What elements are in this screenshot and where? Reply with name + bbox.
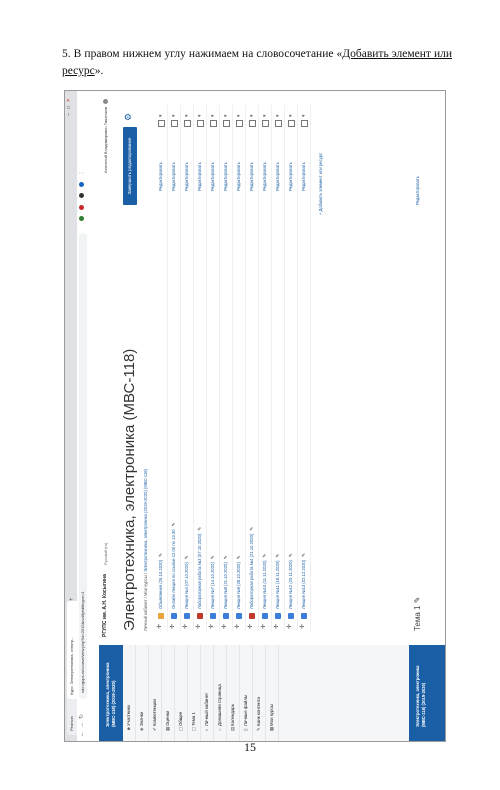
section-title: Тема 1 ✎ [413,596,422,631]
chevron-down-icon[interactable]: ▾ [223,114,229,117]
pencil-icon[interactable]: ✎ [158,553,163,557]
resource-row [207,105,220,631]
chevron-down-icon[interactable]: ▾ [249,114,255,117]
resource-row [259,105,272,631]
resource-link[interactable]: Лекция №11 (18.11.2020)✎ [275,553,280,609]
page-number: 15 [244,740,256,754]
completion-checkbox[interactable] [301,120,308,127]
resource-edit-menu[interactable]: Редактировать [275,162,280,191]
pencil-icon[interactable]: ✎ [249,526,254,531]
pencil-icon[interactable]: ✎ [236,555,241,560]
site-header [99,91,114,645]
completion-checkbox[interactable] [184,120,191,127]
resource-link[interactable]: Лекция №12 (25.11.2020)✎ [288,553,293,609]
pencil-icon[interactable]: ✎ [184,555,189,560]
extension-icon[interactable] [79,205,84,210]
pencil-icon[interactable]: ✎ [197,526,202,531]
close-icon[interactable]: × [66,95,72,102]
resource-edit-menu[interactable]: Редактировать [223,162,228,191]
instruction-suffix: ». [94,65,104,77]
maximize-icon[interactable]: □ [66,101,72,109]
resource-row [233,105,246,631]
language-select[interactable]: Русский (ru) [103,542,108,565]
course-main [113,91,445,645]
resource-edit-menu[interactable]: Редактировать [301,162,306,191]
screenshot-frame [64,90,446,742]
extension-icon[interactable] [79,216,84,221]
pencil-icon[interactable]: ✎ [210,555,215,560]
move-icon[interactable]: ✛ [170,623,176,629]
completion-checkbox[interactable] [210,120,217,127]
add-activity-or-resource-link[interactable]: + Добавить элемент или ресурс [318,152,323,215]
move-icon[interactable]: ✛ [274,623,280,629]
resource-edit-menu[interactable]: Редактировать [249,162,254,191]
address-bar[interactable]: sdo.rgups.ru/course/view.php?id=2015&notifyeditingon=1 [79,233,87,699]
sidebar-item-grades[interactable]: ▦Оценки [162,645,175,741]
site-logo[interactable]: РГУПС им. А.Н. Косыгина [102,574,108,637]
completion-checkbox[interactable] [236,120,243,127]
file-icon [249,613,255,619]
extension-icons [79,167,85,221]
resource-edit-menu[interactable]: Редактировать [171,162,176,191]
sidebar-item-calendar[interactable]: ▤Календарь [227,645,240,741]
resource-edit-menu[interactable]: Редактировать [197,162,202,191]
resource-row [181,105,194,631]
file-icon [301,613,307,619]
move-icon[interactable]: ✛ [183,623,189,629]
resource-row [298,105,311,631]
nav-buttons [78,711,85,737]
file-icon [223,613,229,619]
instruction-link-text: Добавить элемент или ресурс [62,48,452,77]
menu-icon[interactable]: ⋮ [79,167,85,176]
completion-checkbox[interactable] [171,120,178,127]
grades-icon: ▦ [165,726,170,731]
move-icon[interactable]: ✛ [209,623,215,629]
home-icon: ⌂ [217,728,222,731]
resource-row [220,105,233,631]
new-tab-icon[interactable]: + [69,597,75,601]
pencil-icon: ✎ [256,727,261,731]
sidebar-item-dashboard[interactable]: ◐Личный кабинет [201,645,214,741]
folder-icon: ▢ [191,726,196,731]
resource-row [272,105,285,631]
extension-icon[interactable] [79,182,84,187]
sidebar-item-topic-1[interactable]: ▢Тема 1 [188,645,201,741]
folder-icon: ▢ [178,726,183,731]
move-icon[interactable]: ✛ [157,623,163,629]
sidebar-item-competencies[interactable]: ✔Компетенции [149,645,162,741]
check-icon: ✔ [152,727,157,731]
window-controls [66,95,72,116]
file-icon [171,613,177,619]
breadcrumb: Личный кабинет / Мои курсы / Электротехника, электроника (2019-2020) (МВС-118) [143,468,148,631]
move-icon[interactable]: ✛ [248,623,254,629]
resource-link[interactable]: Лекция №13 (02.12.2020)✎ [301,553,306,609]
resource-link[interactable]: Лекция №4 (07.10.2020)✎ [184,555,189,609]
chevron-down-icon[interactable]: ▾ [210,114,216,117]
move-icon[interactable]: ✛ [235,623,241,629]
completion-checkbox[interactable] [249,120,256,127]
file-icon [184,613,190,619]
rotated-browser [65,91,445,741]
file-icon [158,613,164,619]
pencil-icon[interactable]: ✎ [275,553,280,558]
calendar-icon: ▤ [230,726,235,731]
completion-checkbox[interactable] [275,120,282,127]
sidebar-current-course[interactable]: Электротехника, электроника (МВС-118) (2019-2020) [409,645,445,741]
chevron-down-icon[interactable]: ▾ [288,114,294,117]
resource-edit-menu[interactable]: Редактировать [236,162,241,191]
sidebar-item-content-bank[interactable]: ✎Банк контента [253,645,266,741]
move-icon[interactable]: ✛ [300,623,306,629]
back-icon[interactable]: ← [79,728,85,737]
resource-link[interactable]: Лекция №8 (21.10.2020)✎ [223,555,228,609]
resource-row [194,105,207,631]
resource-link[interactable]: Лекция №10 (11.11.2020)✎ [262,553,267,609]
instruction-prefix: 5. В правом нижнем углу нажимаем на словосочетание « [62,48,343,60]
courses-icon: ▩ [269,726,274,731]
file-icon: ▯ [243,728,248,731]
minimize-icon[interactable]: – [66,108,72,116]
file-icon [262,613,268,619]
chevron-down-icon[interactable]: ▾ [158,114,164,117]
chevron-down-icon[interactable]: ▾ [301,114,307,117]
move-icon[interactable]: ✛ [287,623,293,629]
pencil-icon[interactable]: ✎ [262,553,267,558]
sidebar-item-home[interactable]: ⌂Домашняя страница [214,645,227,741]
resource-link[interactable]: Онлайн лекция по ссылке 12.00 по 13.30✎ [171,522,176,609]
sidebar-item-general[interactable]: ▢Общее [175,645,188,741]
resource-row [168,105,181,631]
file-icon [236,613,242,619]
resource-link[interactable]: Лабораторная работа №4 (21.10.2020)✎ [249,526,254,609]
chevron-down-icon[interactable]: ▾ [171,114,177,117]
instruction-text [62,46,452,80]
move-icon[interactable]: ✛ [261,623,267,629]
extension-icon[interactable] [79,193,84,198]
chevron-down-icon[interactable]: ▾ [184,114,190,117]
sidebar-item-files[interactable]: ▯Личные файлы [240,645,253,741]
users-icon: ☻ [126,726,131,731]
completion-checkbox[interactable] [158,120,165,127]
gear-icon[interactable]: ⚙ [123,112,133,121]
forward-icon[interactable]: → [79,719,85,728]
user-menu[interactable]: Анатолий Владимирович Тишенков [103,99,108,173]
section-edit-link[interactable]: Редактировать [415,176,420,205]
completion-checkbox[interactable] [262,120,269,127]
chevron-down-icon[interactable]: ▾ [275,114,281,117]
resource-link[interactable]: Лекция №9 (28.10.2020)✎ [236,555,241,609]
file-icon [210,613,216,619]
resource-edit-menu[interactable]: Редактировать [184,162,189,191]
pencil-icon[interactable]: ✎ [288,553,293,558]
file-icon [197,613,203,619]
resource-row [285,105,298,631]
pencil-icon[interactable]: ✎ [223,555,228,560]
browser-tabbar [65,91,77,741]
sidebar-item-participants[interactable]: ☻Участники [123,645,136,741]
pencil-icon[interactable]: ✎ [171,522,176,527]
dashboard-icon: ◐ [204,728,209,731]
pencil-icon[interactable]: ✎ [301,553,306,557]
file-icon [288,613,294,619]
reload-icon[interactable]: ↻ [79,710,85,719]
browser-tab-2[interactable]: Курс: Электротехника, электр... [67,601,77,699]
resource-edit-menu[interactable]: Редактировать [158,162,163,191]
course-title: Электротехника, электроника (МВС-118) [121,348,138,631]
course-section [155,105,405,631]
file-icon [275,613,281,619]
chevron-down-icon[interactable]: ▾ [197,114,203,117]
move-icon[interactable]: ✛ [222,623,228,629]
finish-editing-button[interactable]: Завершить редактирование [123,127,137,205]
badge-icon: ◈ [139,727,144,731]
resource-row [155,105,168,631]
chevron-down-icon[interactable]: ▾ [236,114,242,117]
avatar [103,99,108,104]
chevron-down-icon[interactable]: ▾ [262,114,268,117]
sidebar-item-badges[interactable]: ◈Значки [136,645,149,741]
resource-edit-menu[interactable]: Редактировать [210,162,215,191]
course-sidebar [99,644,445,741]
completion-checkbox[interactable] [288,120,295,127]
resource-link[interactable]: Лабораторная работа №3 (07.10.2020)✎ [197,526,202,609]
resource-row [246,105,259,631]
resource-link[interactable]: Лекция №7 (14.10.2020)✎ [210,555,215,609]
resource-edit-menu[interactable]: Редактировать [288,162,293,191]
completion-checkbox[interactable] [223,120,230,127]
sidebar-course-title[interactable]: Электротехника, электроника (МВС-118) (2019-2020) [99,645,123,741]
move-icon[interactable]: ✛ [196,623,202,629]
sidebar-item-my-courses[interactable]: ▩Мои курсы [266,645,279,741]
browser-tab-1[interactable]: Pearson [67,695,77,735]
resource-link[interactable]: Объявления (26.10.2020)✎ [158,553,163,609]
resource-edit-menu[interactable]: Редактировать [262,162,267,191]
completion-checkbox[interactable] [197,120,204,127]
